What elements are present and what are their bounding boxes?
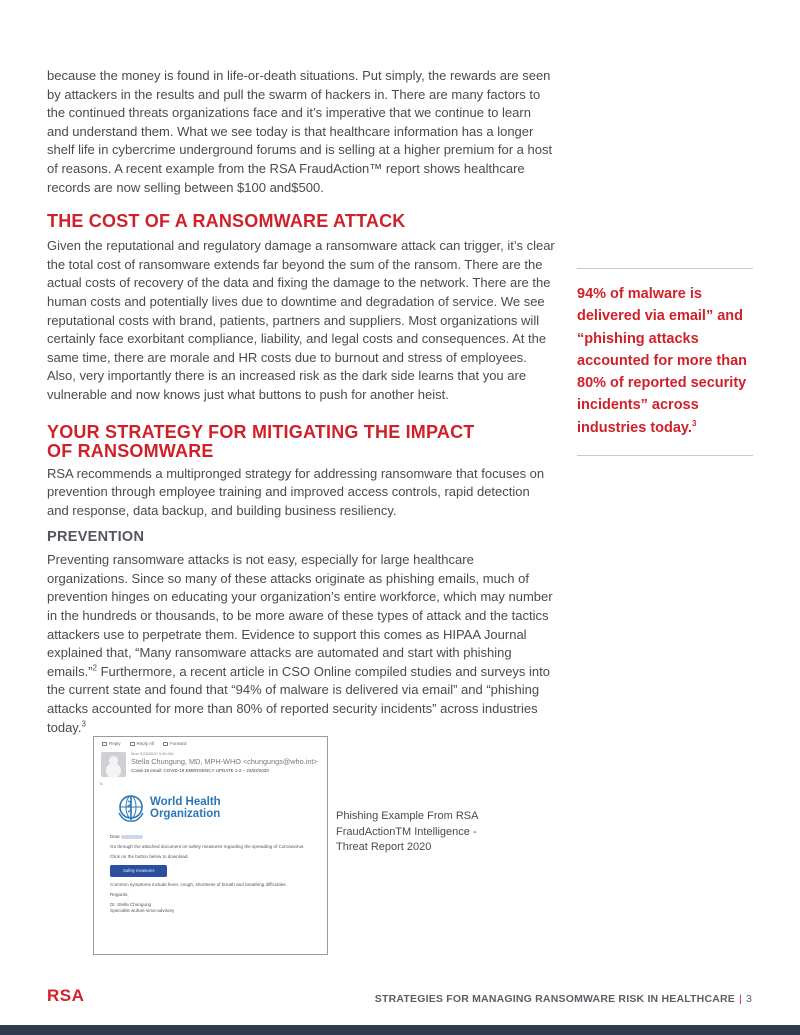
cost-paragraph: Given the reputational and regulatory damage a ransomware attack can trigger, it’s clear the total cost of ransomware extends far beyond the sum of the ransom. There are the actual costs of recovery of the data and fixing the damage to the network. There are the human costs and potentially lives due to downtime and degradation of service. We see reputational costs with brand, patients, partners and suppliers. Most organizations will certainly face exorbitant compliance, liability, and legal costs and consequences. At the same time, there are morale and HR costs due to burnout and stress of employees. Also, very importantly there is an increased risk as the dark side learns that you are vulnerable and now knows just what buttons to push for another heist. — [47, 238, 555, 402]
rsa-logo-text: RSA — [47, 987, 85, 1003]
footer-separator: | — [739, 993, 742, 1005]
footer-title: STRATEGIES FOR MANAGING RANSOMWARE RISK IN HEALTHCARE — [374, 993, 736, 1005]
pull-quote-bottom-rule — [577, 455, 753, 456]
email-greeting-text: Dear — [110, 834, 120, 839]
redacted-name — [121, 835, 143, 839]
who-wordmark-line2: Organization — [150, 808, 221, 820]
email-signature-title: Specialist wuhan-virus-advisory — [110, 908, 175, 913]
reply-all-label: Reply All — [136, 741, 155, 746]
email-recipient: To — [99, 781, 104, 786]
prevention-heading: PREVENTION — [47, 529, 145, 546]
pull-quote-footnote[interactable]: 3 — [691, 418, 697, 428]
figure-caption: Phishing Example From RSA FraudActionTM Intelligence - Threat Report 2020 — [336, 810, 478, 853]
reply-all-icon — [130, 742, 135, 746]
prevention-text-part2: Furthermore, a recent article in CSO Online compiled studies and surveys into the current state and found that “94% of malware is delivered via email” and “phishing attacks accounted for more than 80% of reported security incidents” across industries today. — [47, 663, 551, 735]
who-emblem-icon — [116, 793, 146, 823]
email-line-1: Go through the attached document on safety measures regarding the spreading of Coronavirus. — [110, 844, 305, 849]
prevention-paragraph — [47, 551, 555, 737]
intro-paragraph: because the money is found in life-or-death situations. Put simply, the rewards are seen by attackers in the results and pull the swarm of hackers in. There are many factors to the continued threats organizations face and it’s imperative that we continue to learn and understand them. What we see today is that healthcare information has a longer shelf life in cybercrime underground forums and is selling at a higher premium for a host of reasons. A recent example from the RSA FraudAction™ report shows healthcare records are now selling between $100 and$500. — [47, 68, 553, 195]
pull-quote-text: 94% of malware is delivered via email” and “phishing attacks accounted for more than 80% of reported security incidents” across industries today. — [577, 286, 747, 436]
email-subject: Covid-19 email: COVID-19 EMERGENCY UPDATE 1-2 – 23/03/2020 — [131, 768, 269, 773]
forward-button — [163, 741, 187, 746]
email-line-3: Common symptoms include fever, cough, shortness of breath and breathing difficulties. — [110, 882, 287, 887]
email-sender: Stella Chungung, MD, MPH-WHO <chungungs@who.int> — [131, 757, 318, 766]
reply-label: Reply — [109, 741, 121, 746]
who-wordmark — [150, 796, 221, 820]
phishing-email-screenshot — [93, 736, 328, 955]
pull-quote-sidebar — [577, 268, 753, 456]
email-body — [110, 834, 320, 914]
strategy-paragraph: RSA recommends a multipronged strategy for addressing ransomware that focuses on prevention through employee training and improved access controls, rapid detection and response, data backup, and building business resiliency. — [47, 465, 545, 518]
page-footer — [375, 993, 752, 1005]
cost-heading: THE COST OF A RANSOMWARE ATTACK — [47, 211, 406, 232]
who-wordmark-line1: World Health — [150, 796, 221, 808]
main-column — [47, 67, 555, 737]
strategy-heading: YOUR STRATEGY FOR MITIGATING THE IMPACT OF RANSOMWARE — [47, 421, 475, 461]
reply-button — [102, 741, 121, 746]
reply-icon — [102, 742, 107, 746]
forward-label: Forward — [170, 741, 187, 746]
email-date: Mon 3/23/2020 9:46 AM — [131, 751, 174, 756]
prevention-text-part1: Preventing ransomware attacks is not easy, especially for large healthcare organizations. Since so many of these attacks originate as phishing emails, much of prevention hinges on educating your organization’s entire workforce, which may number in the hundreds or thousands, to be more aware of these types of attack and the tactics attackers use to perpetrate them. Evidence to support this comes as HIPAA Journal explained that, “Many ransomware attacks are automated and start with phishing emails.” — [47, 552, 553, 679]
safety-measures-button: Safety measures — [110, 865, 167, 877]
email-line-2: Click on the button below to download. — [110, 854, 189, 859]
email-greeting — [110, 834, 320, 840]
email-regards: Regards, — [110, 892, 129, 897]
sender-avatar — [101, 752, 126, 777]
reply-all-button — [130, 741, 155, 746]
footer-bar — [0, 1025, 800, 1035]
who-logo — [116, 793, 221, 823]
rsa-logo — [47, 987, 97, 1008]
page-number: 3 — [745, 993, 752, 1005]
footnote-ref-2[interactable]: 2 — [92, 663, 97, 673]
pull-quote — [577, 269, 753, 455]
footnote-ref-3[interactable]: 3 — [81, 719, 86, 729]
email-signature-name: Dr. Stella Chungung — [110, 902, 152, 907]
forward-icon — [163, 742, 168, 746]
email-toolbar — [102, 741, 187, 746]
rsa-logo-mark — [47, 987, 97, 1003]
